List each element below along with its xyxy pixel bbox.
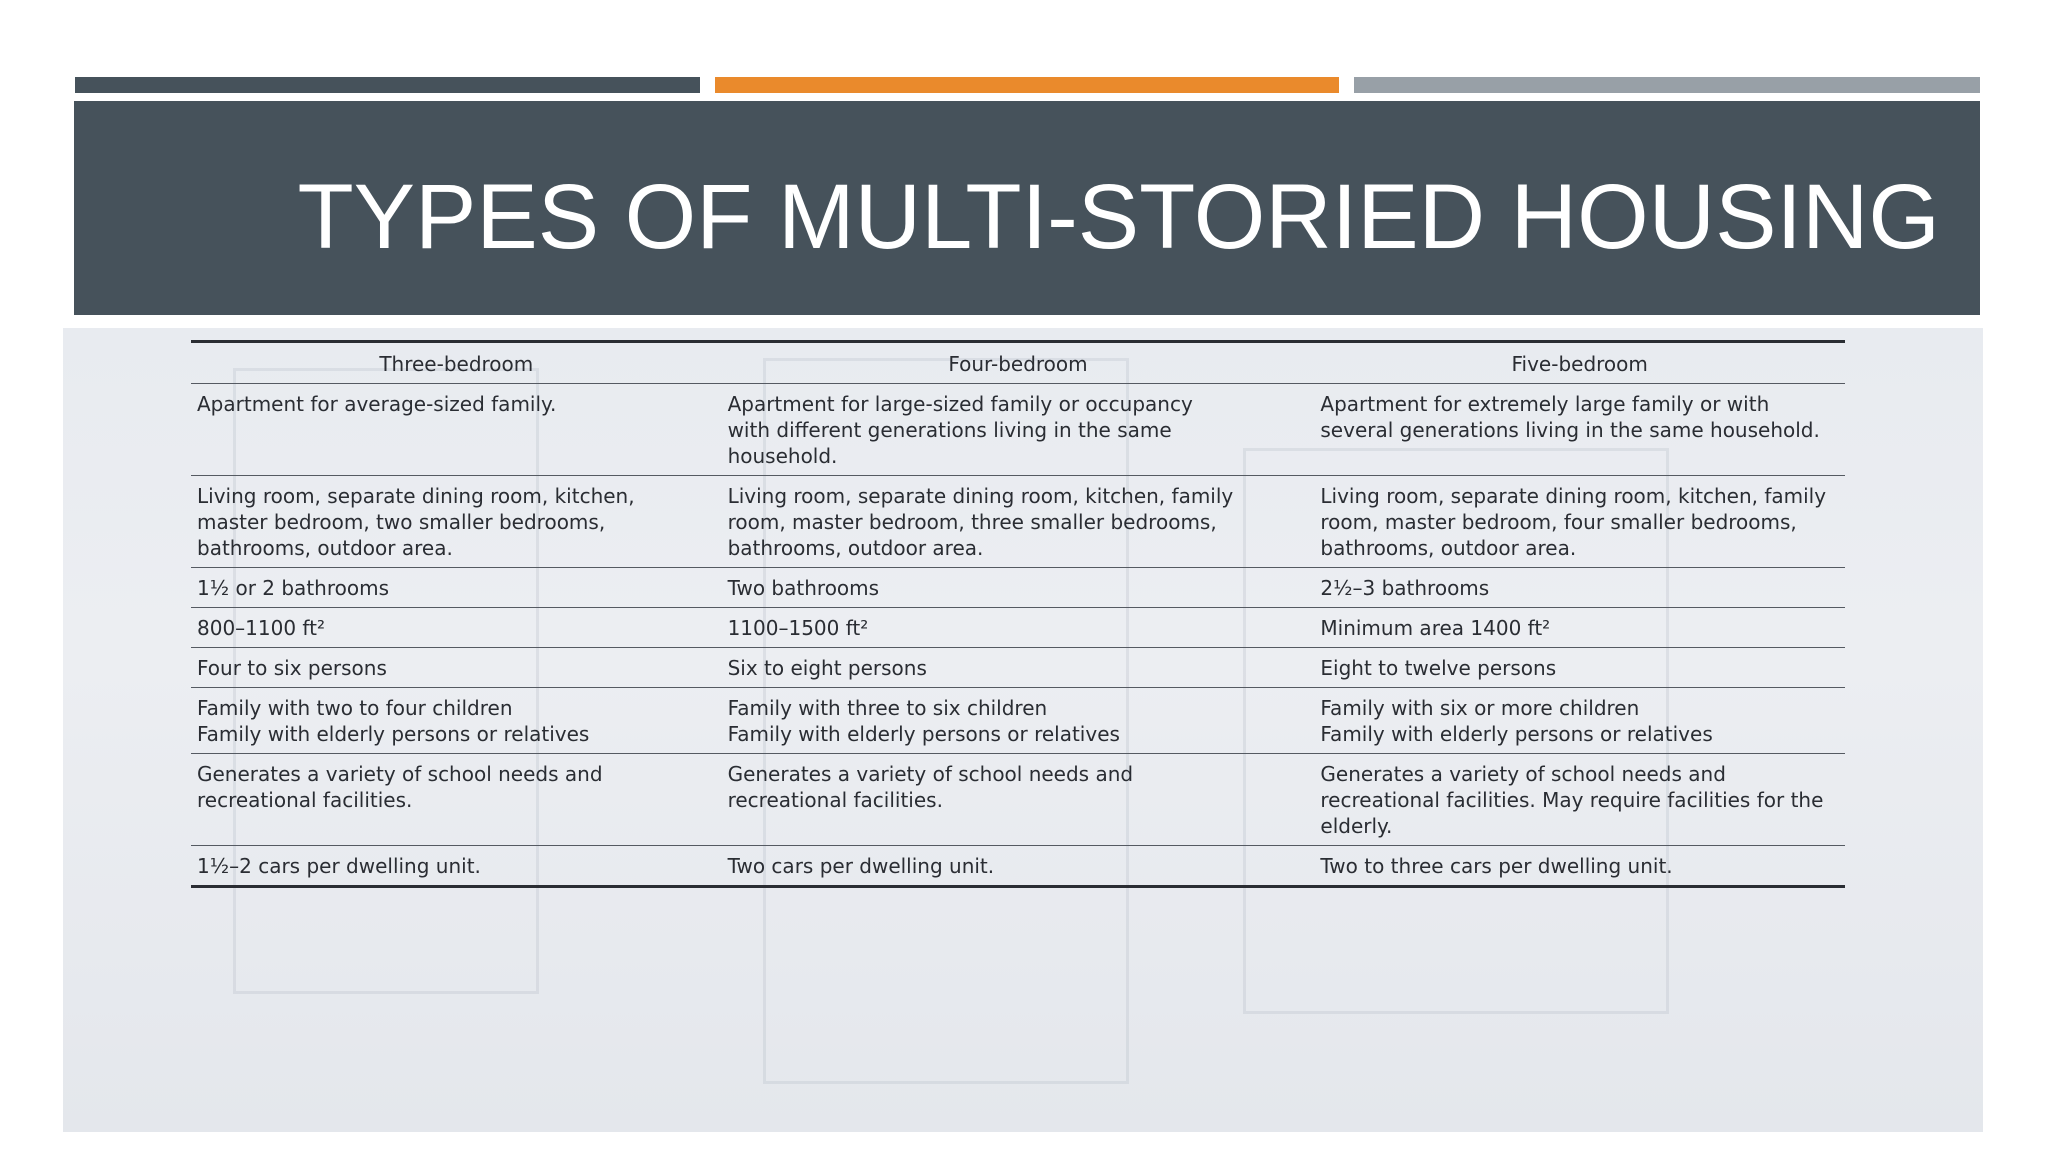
table-cell [1314,568,1845,608]
cell-text: 1½–2 cars per dwelling unit. [197,854,481,878]
table-photo [63,328,1983,1132]
cell-text: Minimum area 1400 ft² [1320,616,1551,640]
column-header: Four-bedroom [722,342,1315,384]
cell-text: Generates a variety of school needs and recreational facilities. [727,762,1134,812]
table-cell [722,476,1315,568]
cell-text: Generates a variety of school needs and recreational facilities. [197,762,603,812]
cell-text: 1½ or 2 bathrooms [197,576,389,600]
cell-text: Living room, separate dining room, kitchen, master bedroom, two smaller bedrooms, bathrooms, outdoor area. [197,484,635,560]
table-row [191,384,1845,476]
cell-text: Six to eight persons [727,656,927,680]
table-header-row [191,342,1845,384]
table-cell [722,384,1315,476]
table-cell [1314,476,1845,568]
cell-text: 2½–3 bathrooms [1320,576,1490,600]
cell-text: Two cars per dwelling unit. [727,854,995,878]
table-cell [191,384,722,476]
table-cell [722,608,1315,648]
table-cell [191,754,722,846]
cell-text: Apartment for average-sized family. [197,392,557,416]
cell-text: 800–1100 ft² [197,616,325,640]
table-row [191,754,1845,846]
table-row [191,476,1845,568]
table-cell [1314,846,1845,887]
table-row [191,608,1845,648]
cell-text: Four to six persons [197,656,387,680]
table-cell [722,648,1315,688]
top-accent-bar-orange [715,77,1339,93]
cell-text: Generates a variety of school needs and recreational facilities. May require facilities for the elderly. [1320,762,1824,838]
column-header: Three-bedroom [191,342,722,384]
table-cell [722,688,1315,754]
table-row [191,568,1845,608]
cell-text: Living room, separate dining room, kitchen, family room, master bedroom, three smaller bedrooms, bathrooms, outdoor area. [727,484,1234,560]
cell-text: Two to three cars per dwelling unit. [1320,854,1673,878]
column-header: Five-bedroom [1314,342,1845,384]
table-cell [1314,608,1845,648]
table-row [191,648,1845,688]
cell-text: Living room, separate dining room, kitchen, family room, master bedroom, four smaller bedrooms, bathrooms, outdoor area. [1320,484,1827,560]
slide-title: TYPES OF MULTI-STORIED HOUSING [297,166,1940,268]
table-cell [191,688,722,754]
table-cell [191,476,722,568]
table-cell [1314,688,1845,754]
table-cell [722,846,1315,887]
table-cell [722,568,1315,608]
table-cell [1314,648,1845,688]
table-row [191,846,1845,887]
cell-text: Family with six or more children Family with elderly persons or relatives [1320,696,1713,746]
table-cell [191,846,722,887]
cell-text: Apartment for extremely large family or with several generations living in the same household. [1320,392,1820,442]
top-accent-bar-dark [75,77,700,93]
cell-text: Apartment for large-sized family or occupancy with different generations living in the same household. [727,392,1193,468]
table-cell [191,608,722,648]
table-cell [1314,754,1845,846]
cell-text: Family with three to six children Family with elderly persons or relatives [727,696,1120,746]
table-cell [722,754,1315,846]
cell-text: 1100–1500 ft² [727,616,869,640]
table-row [191,688,1845,754]
title-band [74,101,1980,315]
cell-text: Eight to twelve persons [1320,656,1557,680]
cell-text: Family with two to four children Family with elderly persons or relatives [197,696,590,746]
table-cell [191,648,722,688]
top-accent-bar-gray [1354,77,1980,93]
table-cell [191,568,722,608]
table-cell [1314,384,1845,476]
cell-text: Two bathrooms [727,576,880,600]
housing-types-table [191,340,1845,888]
